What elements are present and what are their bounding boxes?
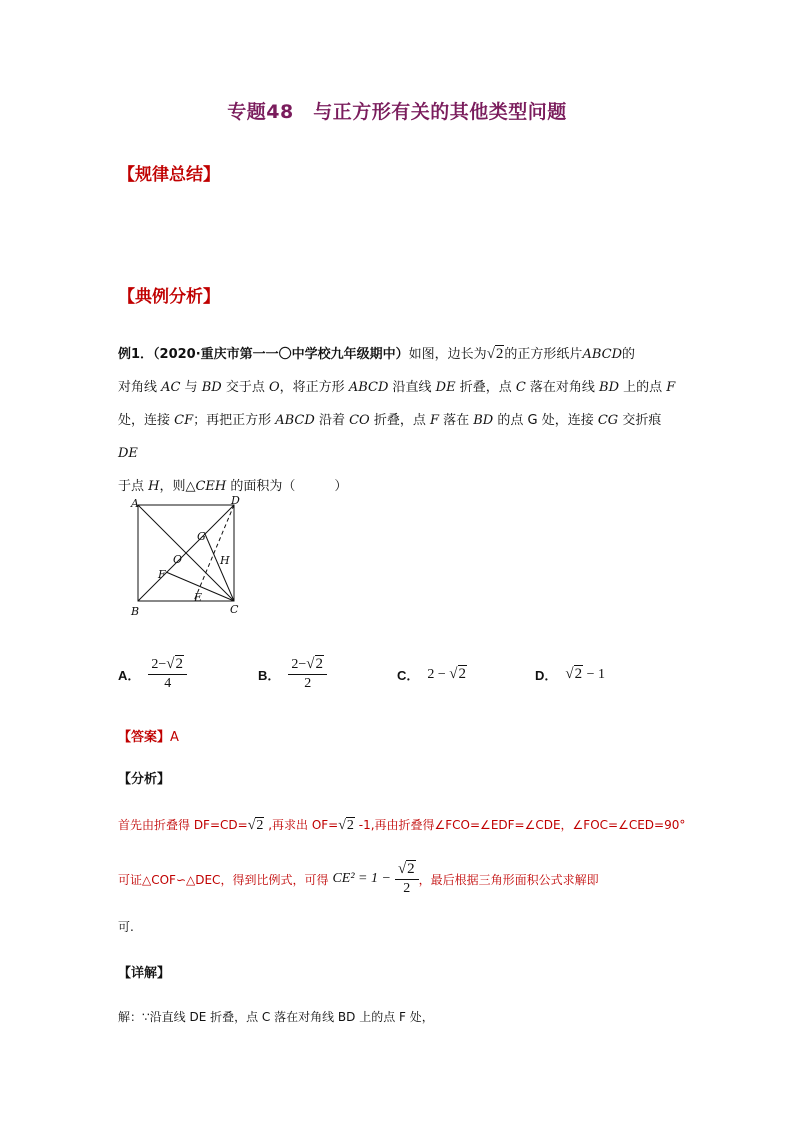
point-c: C [230,603,239,616]
point-a: A [131,497,139,510]
answer-value: A [170,730,179,745]
problem-line-4: 于点 H，则△CEH 的面积为（ ） [118,479,348,494]
point-h: H [220,554,230,567]
point-o: O [173,553,183,566]
geometry-figure [128,495,248,620]
point-f: F [158,568,166,581]
section-rules-summary: 【规律总结】 [118,165,220,185]
problem-abcd: ABCD [582,347,622,362]
point-b: B [131,605,140,618]
problem-label: 例1． [118,347,154,362]
analysis-head: 【分析】 [118,772,171,787]
problem-line-3: 处，连接 CF；再把正方形 ABCD 沿着 CO 折叠，点 F 落在 BD 的点 G 处，连接 CG 交折痕 DE [118,413,662,461]
choice-c[interactable]: C． 2 − √2 [397,665,467,683]
page-title: 专题48 与正方形有关的其他类型问题 [227,101,567,123]
problem-text-b: 的正方形纸片 [504,347,583,362]
point-d: D [231,495,240,507]
detail-head: 【详解】 [118,966,171,981]
problem-line-2: 对角线 AC 与 BD 交于点 O，将正方形 ABCD 沿直线 DE 折叠，点 C 落在对角线 BD 上的点 F [118,380,676,395]
sqrt-2: √2 [486,346,504,362]
answer-line: 【答案】A [118,730,179,745]
answer-choices [118,652,678,696]
problem-text-a: 如图，边长为 [408,347,487,362]
problem-text [118,338,678,503]
point-g: G [197,530,206,543]
choice-d[interactable]: D． √2 − 1 [535,665,606,683]
analysis-line-1: 首先由折叠得 DF=CD=√2 ,再求出 OF=√2 -1,再由折叠得∠FCO=∠EDF=∠CDE，∠FOC=∠CED=90° [118,818,686,833]
point-e: E [194,591,203,604]
problem-text-c: 的 [622,347,636,362]
detail-line-1: 解：∵沿直线 DE 折叠，点 C 落在对角线 BD 上的点 F 处， [118,1010,434,1024]
section-example-analysis: 【典例分析】 [118,287,220,307]
problem-source: （2020·重庆市第一一〇中学校九年级期中） [153,347,409,362]
analysis-line-2: 可证△COF∽△DEC，得到比例式，可得 CE² = 1 − $\frac{√2}{2}$ ，最后根据三角形面积公式求解即 [118,861,599,896]
choice-a[interactable]: A． $\frac{2-√2}{4}$ [118,652,187,696]
problem-line-1 [118,338,678,371]
analysis-line-3: 可. [118,920,134,934]
choice-b[interactable]: B． $\frac{2-√2}{2}$ [258,652,327,696]
